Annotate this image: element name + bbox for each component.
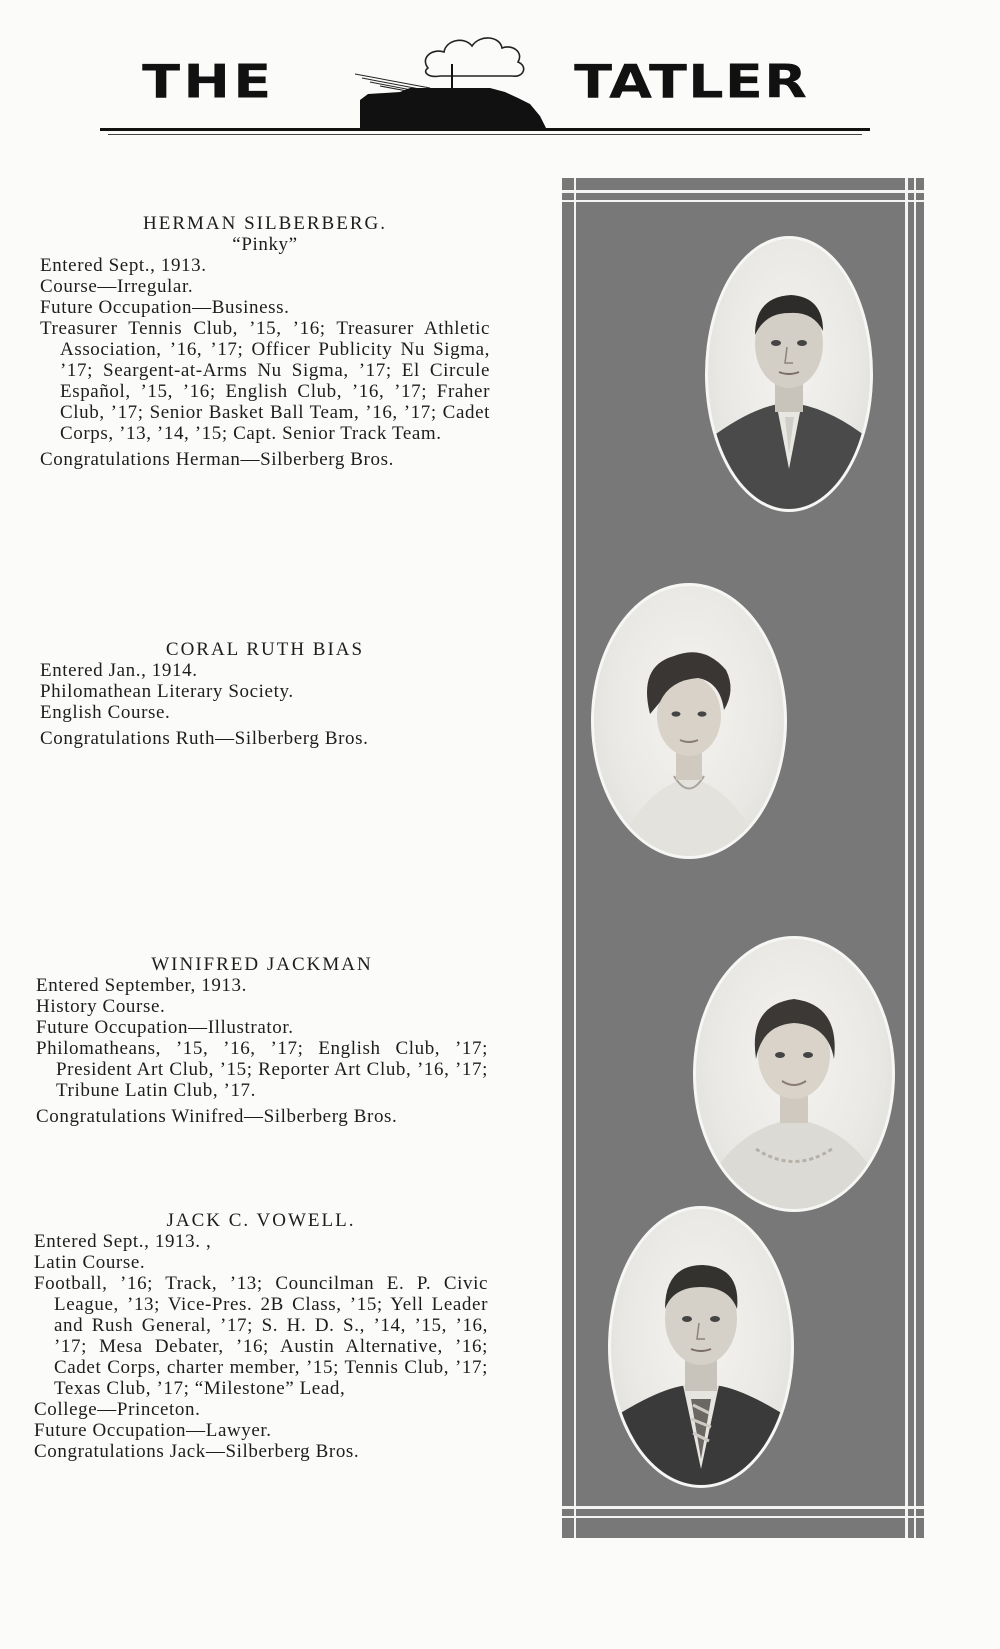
entry-herman-silberberg (40, 213, 490, 470)
entry-name: WINIFRED JACKMAN (151, 954, 373, 975)
entry-line: Future Occupation—Illustrator. (36, 1017, 294, 1038)
strip-border-line (914, 178, 916, 1538)
entry-activities: Football, ’16; Track, ’13; Councilman E. P. Civic League, ’13; Vice-Pres. 2B Class, ’15; Yell Leader and Rush General, ’17; S. H. D. S., ’14, ’15, ’16, ’17; Mesa Debater, ’16; Austin Alternative, ’16; Cadet Corps, charter member, ’15; Tennis Club, ’17; Texas Club, ’17; “Milestone” Lead, (34, 1273, 488, 1399)
woman-portrait-icon (696, 939, 892, 1209)
entry-winifred-jackman (36, 954, 488, 1127)
strip-border-line (905, 178, 908, 1538)
photo-strip (562, 178, 924, 1538)
masthead-word-right: TATLER (574, 55, 809, 109)
entry-congratulations: Congratulations Ruth—Silberberg Bros. (40, 728, 369, 749)
entry-line: Entered Jan., 1914. (40, 660, 198, 681)
portrait-herman-silberberg (705, 236, 873, 512)
entry-line: Future Occupation—Lawyer. (34, 1420, 272, 1441)
entry-activities: Treasurer Tennis Club, ’15, ’16; Treasurer Athletic Association, ’16, ’17; Officer Publicity Nu Sigma, ’17; Seargent-at-Arms Nu Sigma, ’17; El Circule Español, ’15, ’16; English Club, ’16, ’17; Fraher Club, ’17; Senior Basket Ball Team, ’16, ’17; Cadet Corps, ’13, ’14, ’15; Capt. Senior Track Team. (40, 318, 490, 444)
masthead-word-left: THE (142, 55, 275, 109)
entry-nickname: “Pinky” (232, 234, 298, 255)
fort-and-cloud-illustration (340, 28, 560, 128)
entry-coral-ruth-bias (40, 639, 490, 749)
masthead-rule (100, 128, 870, 131)
strip-border-line (574, 178, 576, 1538)
entry-congratulations: Congratulations Jack—Silberberg Bros. (34, 1441, 360, 1462)
strip-border-line (562, 1516, 924, 1518)
entry-line: Entered Sept., 1913. , (34, 1231, 212, 1252)
entry-line: History Course. (36, 996, 166, 1017)
entry-line: Entered September, 1913. (36, 975, 247, 996)
masthead-rule-thin (108, 134, 862, 135)
masthead (100, 28, 870, 138)
strip-border-line (562, 190, 924, 193)
entry-congratulations: Congratulations Winifred—Silberberg Bros. (36, 1106, 398, 1127)
entry-line: Entered Sept., 1913. (40, 255, 207, 276)
entry-line: College—Princeton. (34, 1399, 201, 1420)
entry-congratulations: Congratulations Herman—Silberberg Bros. (40, 449, 394, 470)
strip-border-line (562, 1506, 924, 1509)
woman-portrait-icon (594, 586, 784, 856)
entry-line: Future Occupation—Business. (40, 297, 290, 318)
entry-name: JACK C. VOWELL. (166, 1210, 356, 1231)
entry-name: CORAL RUTH BIAS (165, 639, 365, 660)
portrait-jack-c-vowell (608, 1206, 794, 1488)
entry-line: English Course. (40, 702, 171, 723)
man-portrait-icon (708, 239, 870, 509)
entry-line: Latin Course. (34, 1252, 146, 1273)
portrait-coral-ruth-bias (591, 583, 787, 859)
entry-activities: Philomatheans, ’15, ’16, ’17; English Club, ’17; President Art Club, ’15; Reporter Art Club, ’16, ’17; Tribune Latin Club, ’17. (36, 1038, 488, 1101)
entry-jack-c-vowell (34, 1210, 488, 1462)
man-portrait-icon (611, 1209, 791, 1485)
entry-line: Course—Irregular. (40, 276, 194, 297)
entry-name: HERMAN SILBERBERG. (143, 213, 387, 234)
strip-border-line (562, 200, 924, 202)
portrait-winifred-jackman (693, 936, 895, 1212)
entry-line: Philomathean Literary Society. (40, 681, 294, 702)
